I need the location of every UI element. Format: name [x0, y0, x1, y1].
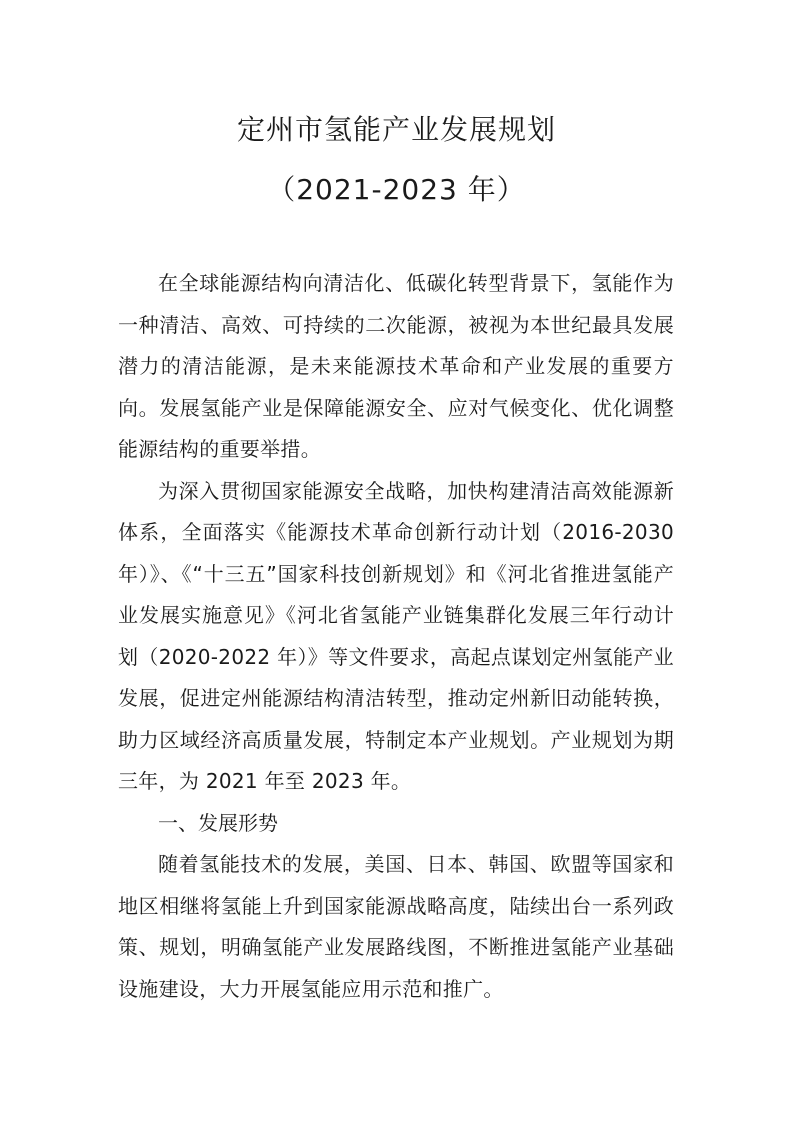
intro-paragraph-1: 在全球能源结构向清洁化、低碳化转型背景下，氢能作为一种清洁、高效、可持续的二次能源，被视为本世纪最具发展潜力的清洁能源，是未来能源技术革命和产业发展的重要方向。发展氢能产业是保障能源安全、应对气候变化、优化调整能源结构的重要举措。 [118, 271, 674, 461]
document-body [118, 263, 674, 1010]
document-subtitle: （2021-2023 年） [267, 173, 526, 206]
section-paragraph: 随着氢能技术的发展，美国、日本、韩国、欧盟等国家和地区相继将氢能上升到国家能源战略高度，陆续出台一系列政策、规划，明确氢能产业发展路线图，不断推进氢能产业基础设施建设，大力开展氢能应用示范和推广。 [118, 852, 674, 1001]
section-heading: 一、发展形势 [158, 810, 278, 835]
intro-paragraph-2: 为深入贯彻国家能源安全战略，加快构建清洁高效能源新体系，全面落实《能源技术革命创新行动计划（2016-2030年）》、《“十三五”国家科技创新规划》和《河北省推进氢能产业发展实施意见》《河北省氢能产业链集群化发展三年行动计划（2020-2022 年）》等文件要求，高起点谋划定州氢能产业发展，促进定州能源结构清洁转型，推动定州新旧动能转换，助力区域经济高质量发展，特制定本产业规划。产业规划为期三年，为 2021 年至 2023 年。 [118, 478, 674, 793]
document-title: 定州市氢能产业发展规划 [236, 113, 556, 146]
